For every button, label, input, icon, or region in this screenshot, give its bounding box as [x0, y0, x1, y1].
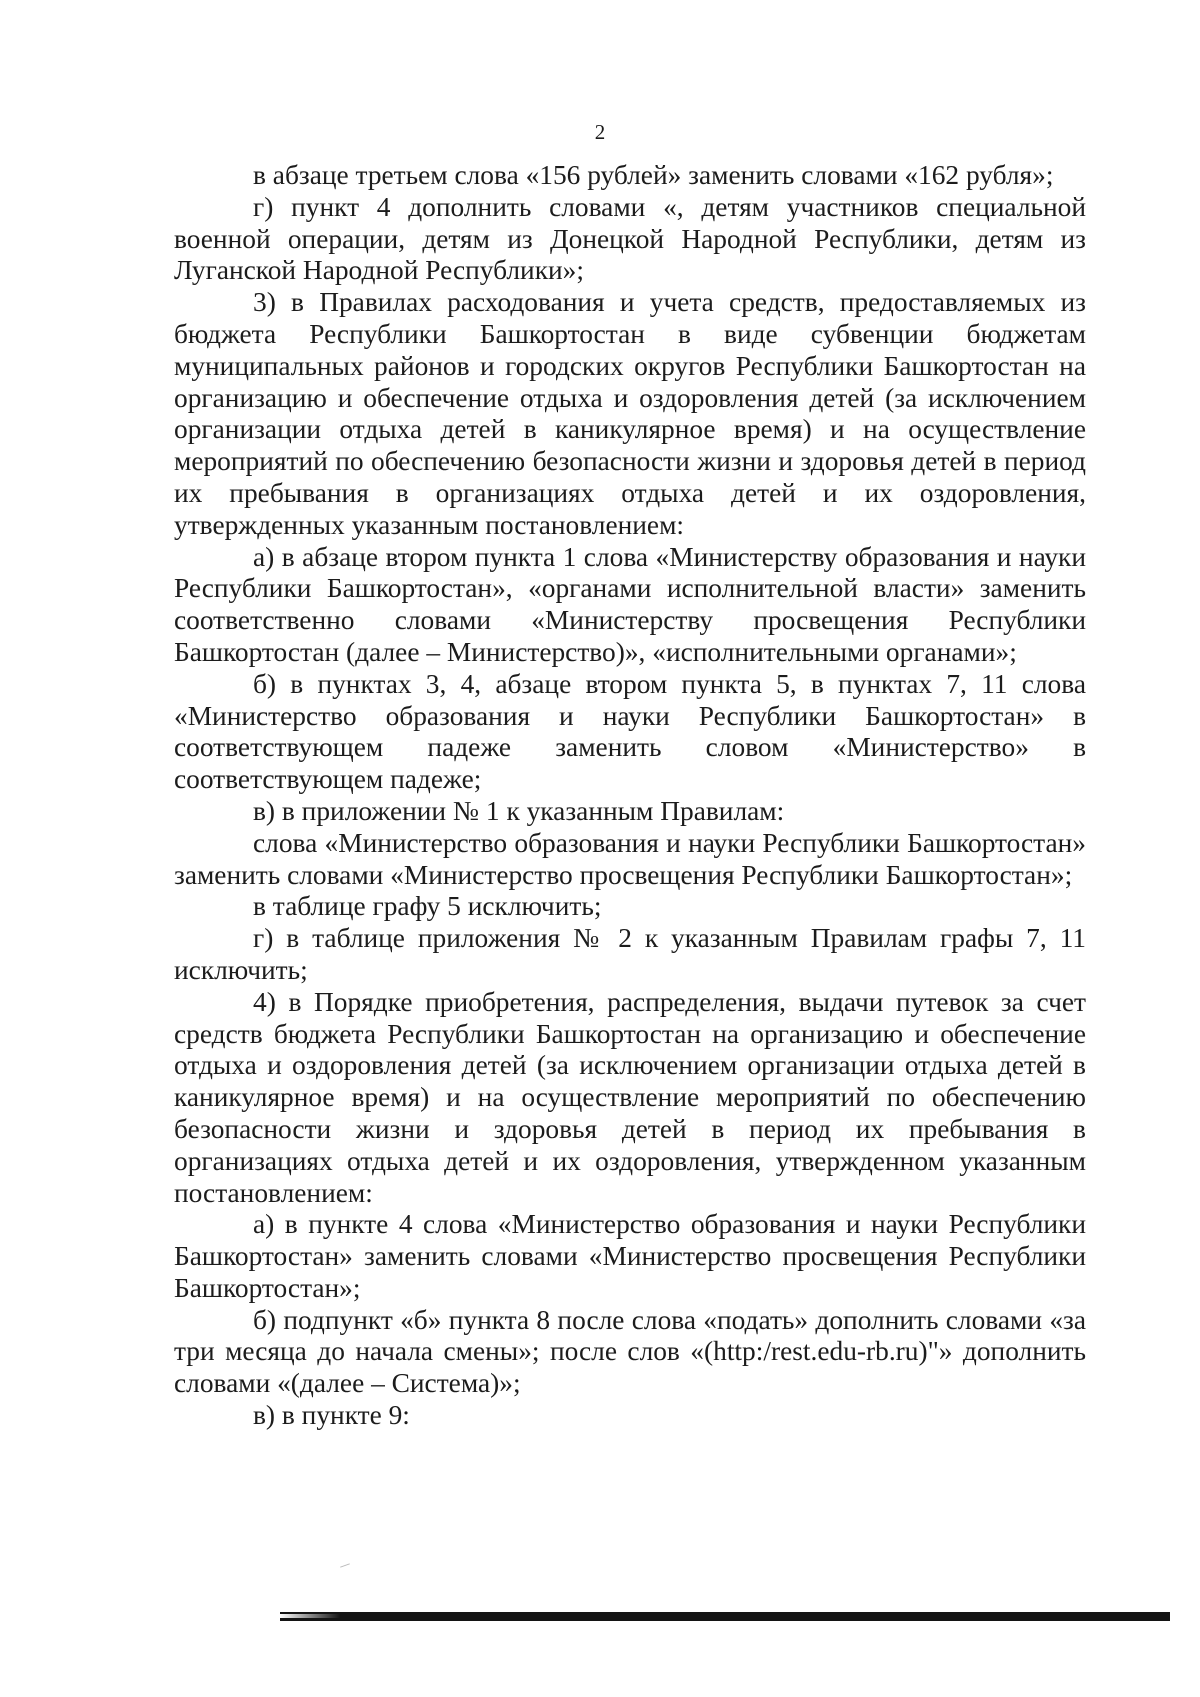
- scan-edge-fade: [280, 1614, 340, 1618]
- paragraph-12: б) подпункт «б» пункта 8 после слова «подать» дополнить словами «за три месяца до начала смены»; после слов «(http:/rest.edu-rb.ru)"» дополнить словами «(далее – Система)»;: [174, 1304, 1086, 1399]
- document-body: [174, 160, 1086, 1432]
- paragraph-2: г) пункт 4 дополнить словами «, детям участников специальной военной операции, детям из Донецкой Народной Республики, детям из Луганской Народной Республики»;: [174, 191, 1086, 286]
- scan-edge-line: [280, 1612, 1170, 1621]
- paragraph-11: а) в пункте 4 слова «Министерство образования и науки Республики Башкортостан» заменить словами «Министерство просвещения Республики Башкортостан»;: [174, 1209, 1086, 1303]
- paragraph-3: 3) в Правилах расходования и учета средств, предоставляемых из бюджета Республики Башкортостан в виде субвенции бюджетам муниципальных районов и городских округов Республики Башкортостан на организацию и обеспечение отдыха и оздоровления детей (за исключением организации отдыха детей в каникулярное время) и на осуществление мероприятий по обеспечению безопасности жизни и здоровья детей в период их пребывания в организациях отдыха детей и их оздоровления, утвержденных указанным постановлением:: [174, 287, 1086, 540]
- paragraph-5: б) в пунктах 3, 4, абзаце втором пункта 5, в пунктах 7, 11 слова «Министерство образования и науки Республики Башкортостан» в соответствующем падеже заменить словом «Министерство» в соответствующем падеже;: [174, 668, 1086, 795]
- paragraph-10: 4) в Порядке приобретения, распределения, выдачи путевок за счет средств бюджета Республики Башкортостан на организацию и обеспечение отдыха и оздоровления детей (за исключением организации отдыха детей в каникулярное время) и на осуществление мероприятий по обеспечению безопасности жизни и здоровья детей в период их пребывания в организациях отдыха детей и их оздоровления, утвержденном указанным постановлением:: [174, 986, 1086, 1208]
- paragraph-8: в таблице графу 5 исключить;: [253, 891, 602, 922]
- page-number: 2: [594, 120, 606, 144]
- paragraph-1: в абзаце третьем слова «156 рублей» заменить словами «162 рубля»;: [253, 160, 1054, 190]
- paragraph-9: г) в таблице приложения № 2 к указанным Правилам графы 7, 11 исключить;: [174, 923, 1086, 985]
- scan-speck: [340, 1563, 350, 1567]
- paragraph-4: а) в абзаце втором пункта 1 слова «Министерству образования и науки Республики Башкортостан», «органами исполнительной власти» заменить соответственно словами «Министерству просвещения Республики Башкортостан (далее – Министерство)», «исполнительными органами»;: [174, 541, 1086, 667]
- paragraph-7: слова «Министерство образования и науки Республики Башкортостан» заменить словами «Министерство просвещения Республики Башкортостан»;: [174, 827, 1086, 890]
- paragraph-6: в) в приложении № 1 к указанным Правилам:: [253, 795, 785, 826]
- paragraph-13: в) в пункте 9:: [253, 1400, 410, 1431]
